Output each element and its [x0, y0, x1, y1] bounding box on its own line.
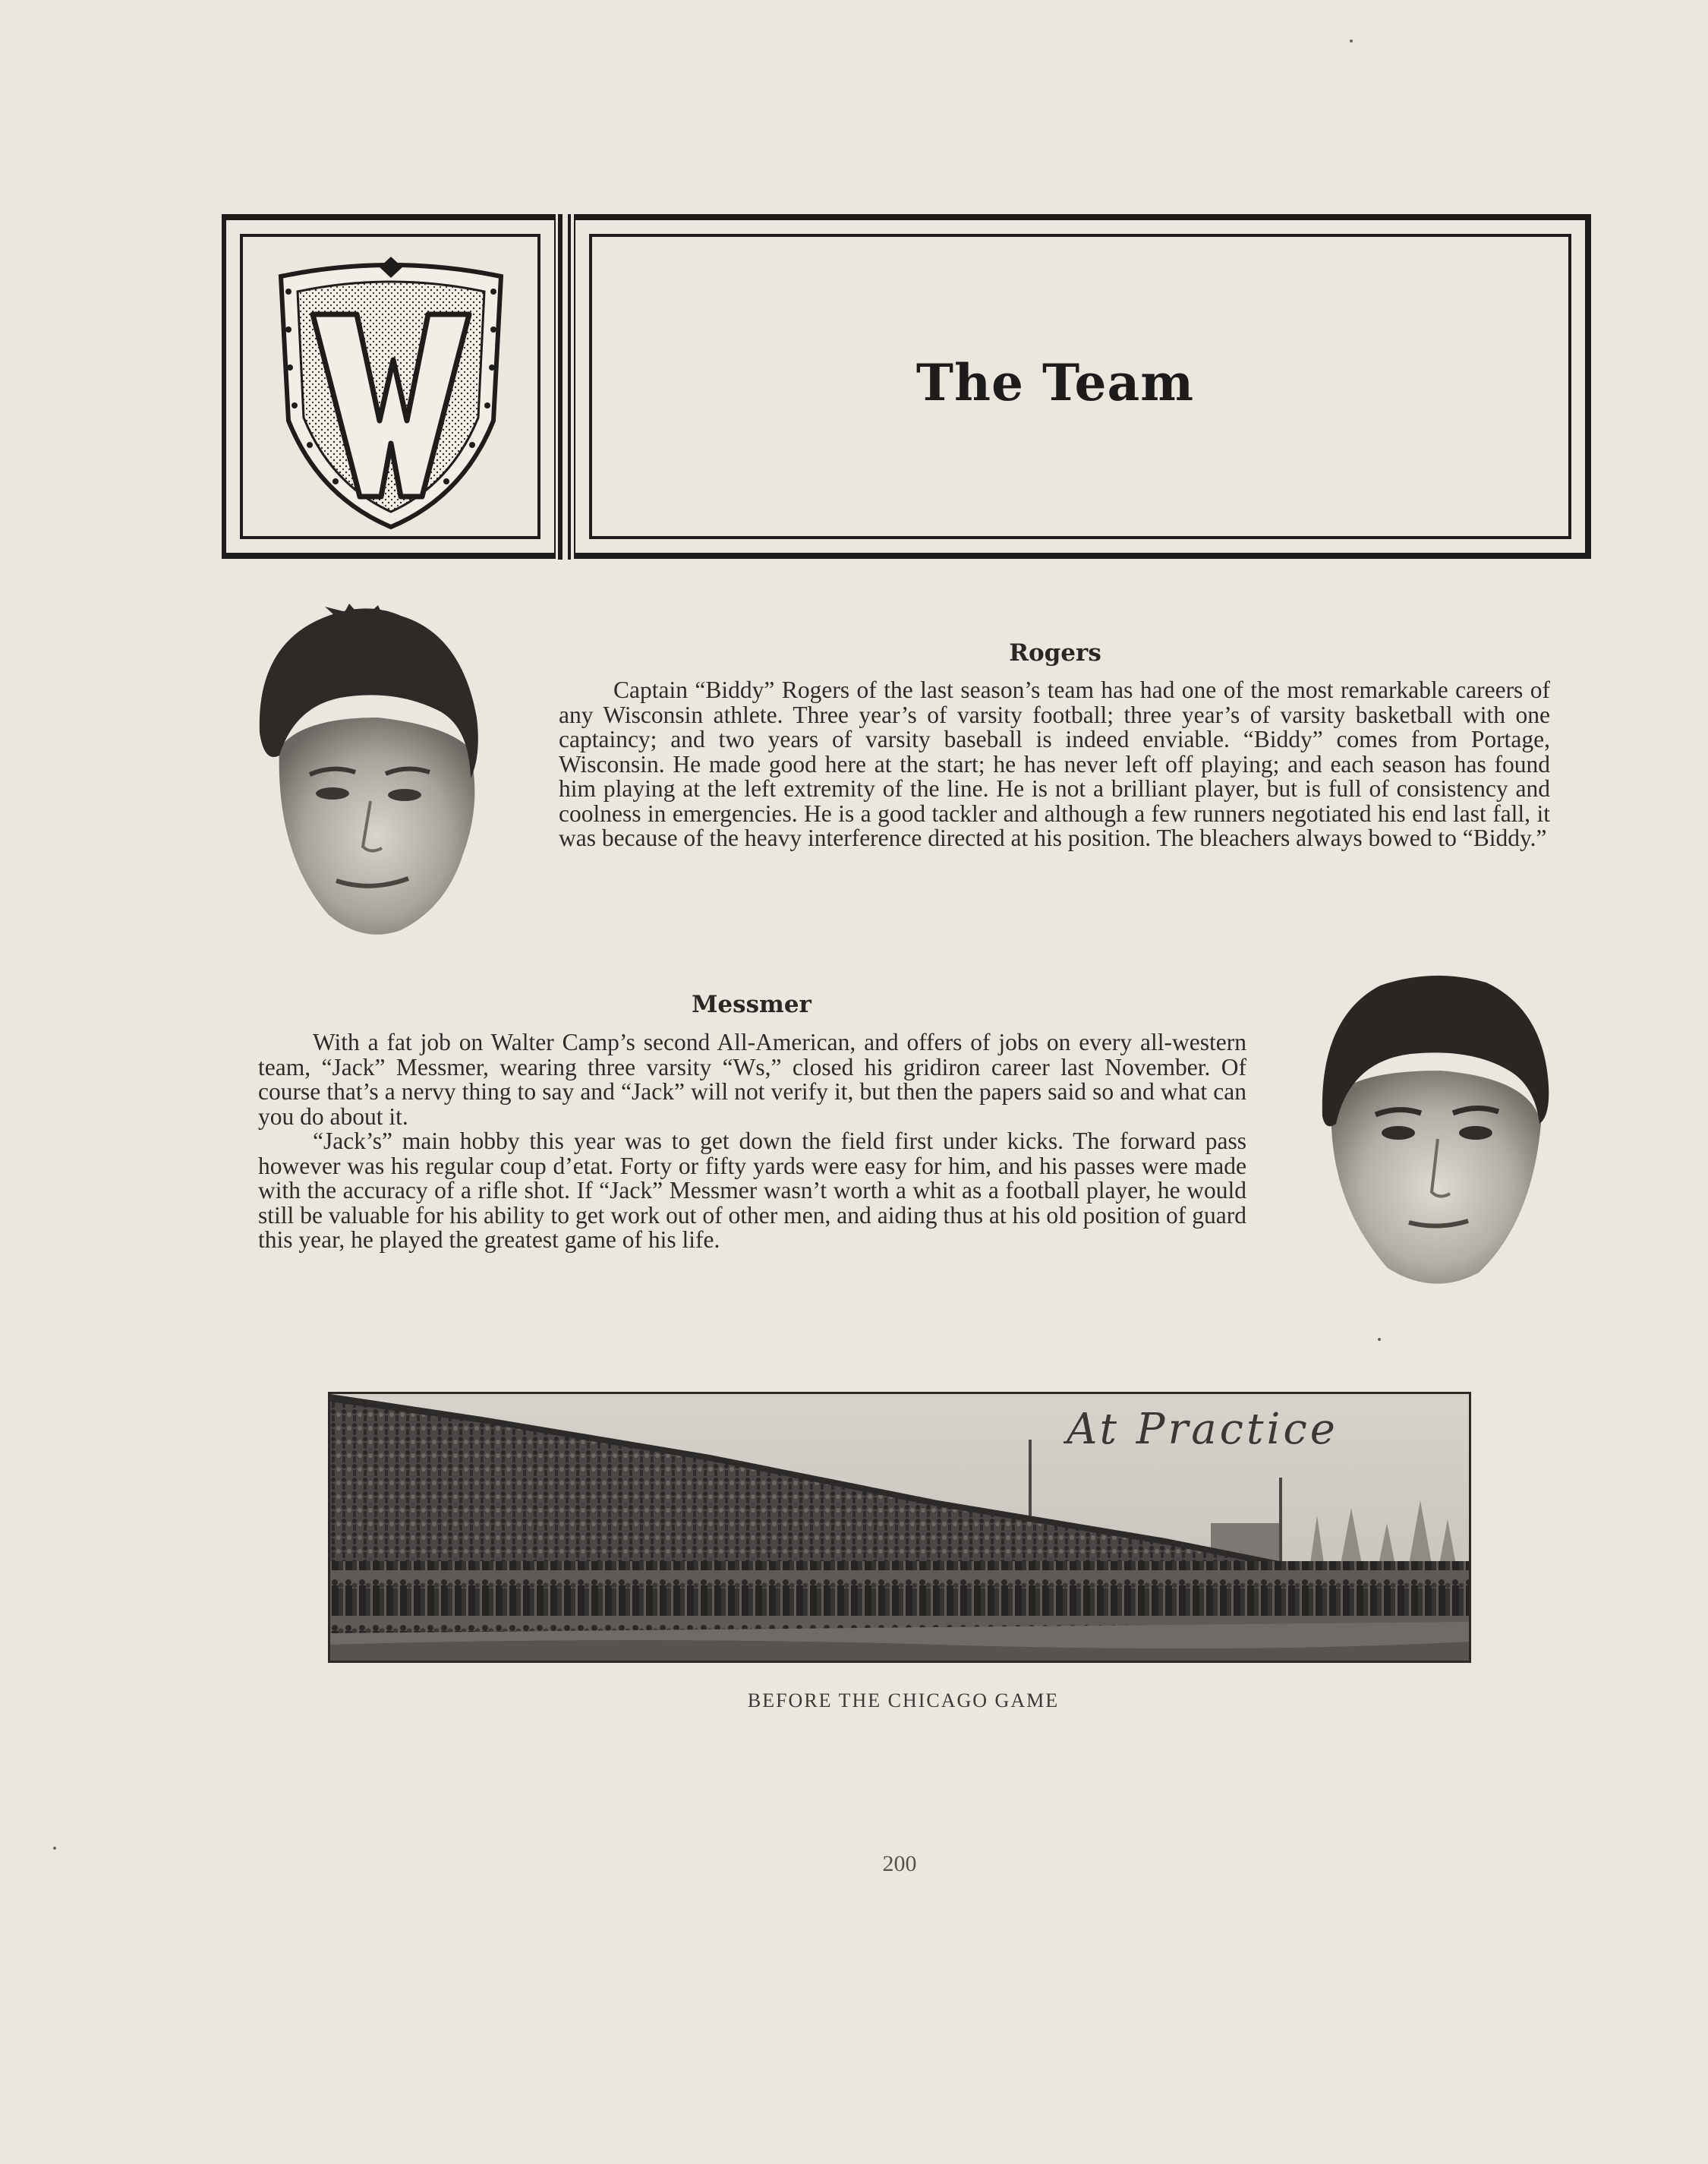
- photo-caption: BEFORE THE CHICAGO GAME: [747, 1689, 1060, 1711]
- scan-speck: [53, 1847, 56, 1850]
- messmer-paragraph-2: “Jack’s” main hobby this year was to get down the field first under kicks. The forward pass however was his regular coup d’etat. Forty or fifty yards were easy for him, and his passes were made with the accuracy of a rifle shot. If “Jack” Messmer wasn’t worth a whit as a football player, he would still be valuable for his ability to get work out of other men, and aiding thus at his old position of guard this year, he played the greatest game of his life.: [258, 1128, 1246, 1253]
- scan-speck: [1378, 1338, 1381, 1341]
- rogers-paragraph: Captain “Biddy” Rogers of the last season’s team has had one of the most remarkable careers of any Wisconsin athlete. Three year’s of varsity football; three year’s of varsity basketball with one captaincy; and two years of varsity baseball is indeed enviable. “Biddy” comes from Portage, Wisconsin. He made good here at the start; he has never left off playing; and each season has found him playing at the left extremity of the line. He is not a brilliant player, but is full of consistency and coolness in emergencies. He is a good tackler and although a few runners negotiated his end last fall, it was because of the heavy interference directed at his position. The bleachers always bowed to “Biddy.”: [559, 677, 1550, 851]
- w-shield-crest-icon: [266, 246, 516, 535]
- messmer-portrait: [1319, 972, 1552, 1291]
- rogers-bio: [559, 678, 1550, 851]
- messmer-paragraph-1: With a fat job on Walter Camp’s second All-American, and offers of jobs on every all-western team, “Jack” Messmer, wearing three varsity “Ws,” closed his gridiron career last November. Of course that’s a nervy thing to say and “Jack” will not verify it, but then the papers said so and what can you do about it.: [258, 1029, 1246, 1130]
- messmer-heading: Messmer: [692, 991, 811, 1018]
- photo-handwritten-note: At Practice: [1067, 1405, 1338, 1454]
- rogers-portrait: [257, 604, 484, 944]
- page-title: The Team: [915, 353, 1195, 412]
- rogers-heading: Rogers: [1009, 639, 1101, 667]
- page-number: 200: [882, 1851, 917, 1876]
- messmer-bio: [258, 1030, 1246, 1253]
- scan-speck: [1350, 39, 1353, 43]
